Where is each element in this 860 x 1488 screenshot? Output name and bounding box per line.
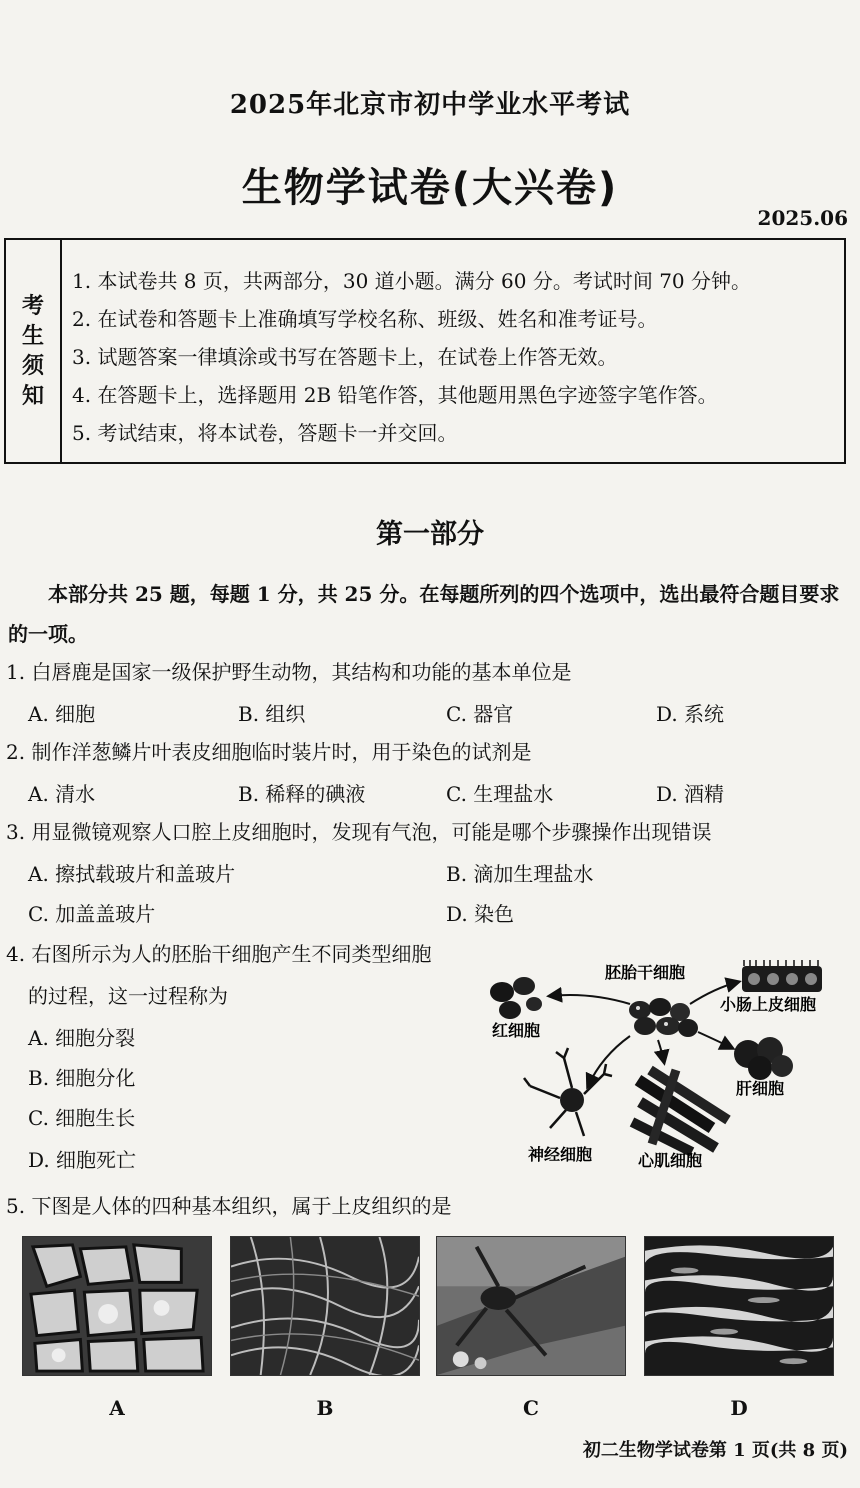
option-c: C. 加盖盖玻片	[28, 902, 156, 926]
notice-side-label	[6, 240, 62, 462]
label-nerve-cell: 神经细胞	[528, 1145, 593, 1164]
option-a: A. 清水	[28, 782, 96, 806]
notice-item: 5. 考试结束，将本试卷，答题卡一并交回。	[72, 421, 458, 445]
option-b: B. 稀释的碘液	[238, 782, 366, 806]
option-a: A. 细胞分裂	[28, 1026, 136, 1050]
question-stem: 5. 下图是人体的四种基本组织，属于上皮组织的是	[6, 1194, 452, 1218]
notice-item: 2. 在试卷和答题卡上准确填写学校名称、班级、姓名和准考证号。	[72, 307, 658, 331]
intestinal-epithelial-cells	[742, 960, 822, 992]
label-liver-cell: 肝细胞	[736, 1079, 785, 1098]
option-c: C. 生理盐水	[446, 782, 554, 806]
tissue-label-b: B	[316, 1396, 334, 1420]
notice-side-char: 知	[21, 383, 44, 409]
option-a: A. 擦拭载玻片和盖玻片	[28, 862, 236, 886]
question-stem: 2. 制作洋葱鳞片叶表皮细胞临时装片时，用于染色的试剂是	[6, 740, 532, 764]
red-blood-cell-cluster	[490, 977, 542, 1019]
part-intro: 本部分共 25 题，每题 1 分，共 25 分。在每题所列的四个选项中，选出最符合题目要求的一项。	[8, 582, 840, 646]
option-c: C. 细胞生长	[28, 1106, 136, 1130]
tissue-label-a: A	[109, 1396, 125, 1420]
label-intestinal-epithelial-cell: 小肠上皮细胞	[720, 995, 817, 1014]
question-stem: 4. 右图所示为人的胚胎干细胞产生不同类型细胞	[6, 942, 432, 966]
tissue-image-c	[436, 1236, 626, 1376]
label-stem-cell: 胚胎干细胞	[605, 963, 686, 982]
exam-date: 2025.06	[757, 206, 848, 230]
notice-item: 4. 在答题卡上，选择题用 2B 铅笔作答，其他题用黑色字迹签字笔作答。	[72, 383, 718, 407]
question-stem-continued: 的过程，这一过程称为	[28, 984, 228, 1008]
part-title: 第一部分	[376, 519, 484, 550]
paper-title: 生物学试卷(大兴卷)	[241, 165, 619, 211]
nerve-cell	[524, 1048, 612, 1136]
label-red-blood-cell: 红细胞	[492, 1021, 541, 1040]
option-b: B. 组织	[238, 702, 306, 726]
stem-cell-differentiation-figure	[480, 952, 850, 1172]
notice-side-char: 须	[21, 353, 44, 379]
option-b: B. 细胞分化	[28, 1066, 136, 1090]
option-b: B. 滴加生理盐水	[446, 862, 594, 886]
tissue-label-d: D	[730, 1396, 748, 1420]
notice-side-char: 考	[21, 293, 44, 319]
tissue-label-c: C	[523, 1396, 539, 1420]
notice-side-char: 生	[21, 323, 44, 349]
option-a: A. 细胞	[28, 702, 96, 726]
notice-list	[72, 262, 838, 452]
notice-item: 3. 试题答案一律填涂或书写在答题卡上，在试卷上作答无效。	[72, 345, 618, 369]
option-d: D. 细胞死亡	[28, 1148, 137, 1172]
tissue-image-b	[230, 1236, 420, 1376]
option-d: D. 染色	[446, 902, 515, 926]
option-d: D. 酒精	[656, 782, 725, 806]
tissue-image-a	[22, 1236, 212, 1376]
option-c: C. 器官	[446, 702, 514, 726]
tissue-image-d	[644, 1236, 834, 1376]
page-footer: 初二生物学试卷第 1 页(共 8 页)	[582, 1440, 848, 1461]
label-cardiac-muscle-cell: 心肌细胞	[638, 1151, 703, 1170]
notice-item: 1. 本试卷共 8 页，共两部分，30 道小题。满分 60 分。考试时间 70 分钟。	[72, 269, 752, 293]
liver-cell-cluster	[734, 1037, 793, 1080]
stem-cell-cluster	[629, 998, 698, 1037]
cardiac-muscle-cells	[632, 1070, 728, 1152]
option-d: D. 系统	[656, 702, 725, 726]
question-stem: 1. 白唇鹿是国家一级保护野生动物，其结构和功能的基本单位是	[6, 660, 572, 684]
exam-name: 2025年北京市初中学业水平考试	[229, 90, 631, 120]
candidate-notice-box	[4, 238, 846, 464]
question-stem: 3. 用显微镜观察人口腔上皮细胞时，发现有气泡，可能是哪个步骤操作出现错误	[6, 820, 712, 844]
